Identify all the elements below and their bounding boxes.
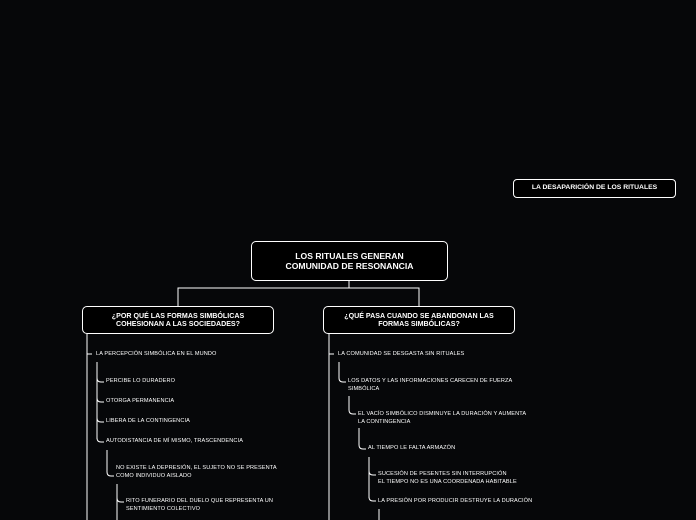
left-item-perceives-durable[interactable]: PERCIBE LO DURADERO (106, 378, 176, 384)
right-item-symbolic-void[interactable]: EL VACÍO SIMBÓLICO DISMINUYE LA DURACIÓN Y AUMENTA LA CONTINGENCIA (358, 411, 527, 425)
right-item-data-lack-force[interactable]: LOS DATOS Y LAS INFORMACIONES CARECEN DE FUERZA SIMBÓLICA (348, 378, 513, 392)
right-item-succession-presents[interactable]: SUCESIÓN DE PESENTES SIN INTERRUPCIÓN EL TIEMPO NO ES UNA COORDENADA HABITABLE (378, 471, 517, 485)
right-item-pressure-produce[interactable]: LA PRESIÓN POR PRODUCIR DESTRUYE LA DURACIÓN (378, 498, 533, 504)
right-item-time-lacks-frame[interactable]: AL TIEMPO LE FALTA ARMAZÓN (368, 445, 456, 451)
left-item-frees-contingency[interactable]: LIBERA DE LA CONTINGENCIA (106, 418, 190, 424)
left-item-self-distance[interactable]: AUTODISTANCIA DE MÍ MISMO, TRASCENDENCIA (106, 438, 244, 444)
left-item-grants-permanence[interactable]: OTORGA PERMANENCIA (106, 398, 175, 404)
right-item-community-wears[interactable]: LA COMUNIDAD SE DESGASTA SIN RITUALES (338, 351, 465, 357)
left-item-symbolic-perception[interactable]: LA PERCEPCIÓN SIMBÓLICA EN EL MUNDO (96, 351, 217, 357)
floating-topic[interactable]: LA DESAPARICIÓN DE LOS RITUALES (513, 179, 676, 198)
left-item-funeral-rite[interactable]: RITO FUNERARIO DEL DUELO QUE REPRESENTA UN SENTIMIENTO COLECTIVO (126, 498, 274, 512)
central-topic[interactable]: LOS RITUALES GENERAN COMUNIDAD DE RESONANCIA (251, 241, 448, 281)
branch-right-topic[interactable]: ¿QUÉ PASA CUANDO SE ABANDONAN LAS FORMAS SIMBÓLICAS? (323, 306, 515, 334)
branch-left-topic[interactable]: ¿POR QUÉ LAS FORMAS SIMBÓLICAS COHESIONAN A LAS SOCIEDADES? (82, 306, 274, 334)
left-item-no-depression[interactable]: NO EXISTE LA DEPRESIÓN, EL SUJETO NO SE PRESENTA COMO INDIVIDUO AISLADO (116, 465, 277, 479)
